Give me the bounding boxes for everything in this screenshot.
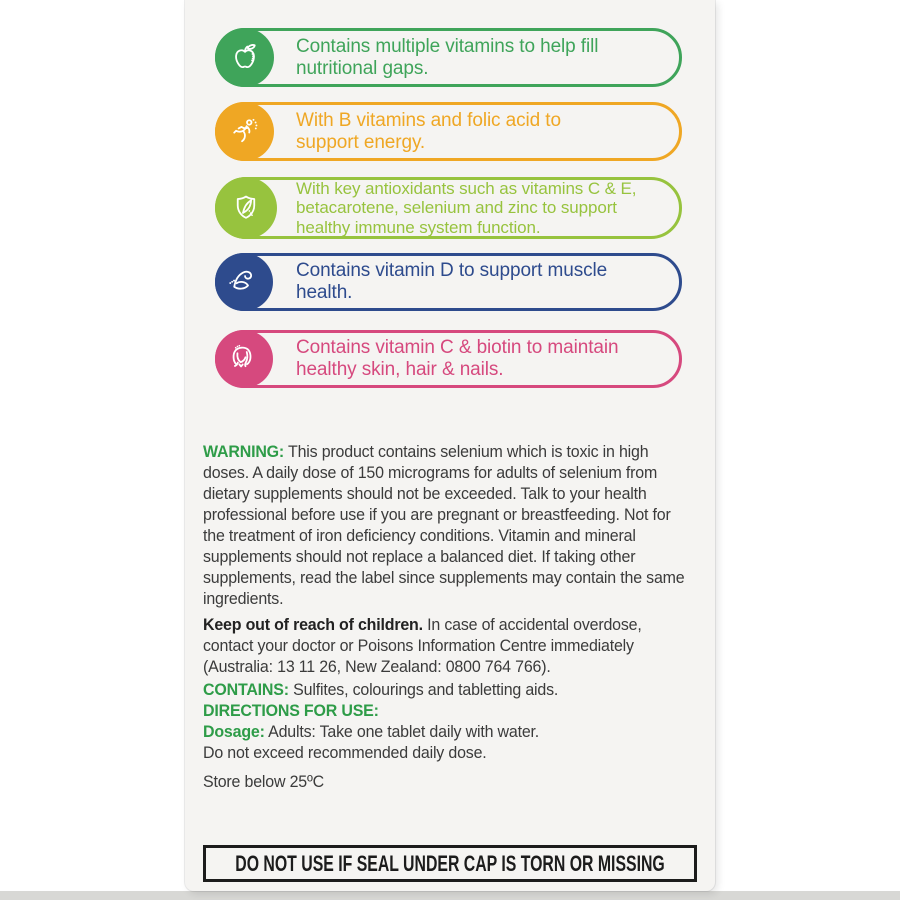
benefit-text-skin-hair-nails [296,337,679,381]
female-face-icon [215,330,273,388]
benefit-line: With B vitamins and folic acid to [296,109,561,131]
benefit-line: health. [296,282,353,303]
benefit-text-multivitamin [296,36,679,80]
seal-warning-box [203,845,697,882]
apple-icon [215,28,274,87]
product-label-panel [185,0,715,891]
warning-paragraph [203,441,701,609]
keep-out-line: contact your doctor or Poisons Information Centre immediately [203,636,634,655]
contains-line [203,679,701,700]
benefit-pill-energy [215,102,682,161]
benefit-text-immune [296,179,679,238]
warning-line: professional before use if you are pregnant or breastfeeding. Not for [203,505,671,524]
dose-note-line [203,742,701,763]
dose-note-text: Do not exceed recommended daily dose. [203,743,487,762]
dosage-line [203,721,701,742]
warning-line: ingredients. [203,589,284,608]
seal-warning-text: DO NOT USE IF SEAL UNDER CAP IS TORN OR MISSING [235,850,665,876]
benefit-text-energy [296,110,679,154]
keep-out-line: In case of accidental overdose, [427,615,642,634]
benefit-line: Contains vitamin C & biotin to maintain [296,337,619,358]
warning-line: the treatment of iron deficiency conditions. Vitamin and mineral [203,526,636,545]
warning-line: doses. A daily dose of 150 micrograms for adults of selenium from [203,463,658,482]
flexed-arm-icon [215,253,273,311]
surface-shadow-strip [0,891,900,900]
benefit-pill-muscle [215,253,682,311]
benefit-line: Contains multiple vitamins to help fill [296,35,599,57]
keep-out-label: Keep out of reach of children. [203,615,423,634]
shield-leaf-icon [215,177,277,239]
benefit-pill-skin-hair-nails [215,330,682,388]
storage-text: Store below 25ºC [203,772,324,791]
benefit-line: healthy immune system function. [296,217,541,237]
dosage-text: Adults: Take one tablet daily with water. [268,722,540,741]
benefit-line: healthy skin, hair & nails. [296,359,504,380]
directions-heading [203,700,701,721]
warning-line: supplements should not replace a balanced diet. If taking other [203,547,636,566]
directions-label: DIRECTIONS FOR USE: [203,701,379,720]
contains-text: Sulfites, colourings and tabletting aids. [293,680,559,699]
benefit-text-muscle [296,260,679,304]
benefit-pill-multivitamin [215,28,682,87]
storage-line [203,771,701,792]
benefit-line: With key antioxidants such as vitamins C & E, [296,178,637,198]
benefit-line: betacarotene, selenium and zinc to support [296,198,617,218]
warning-line: This product contains selenium which is toxic in high [288,442,649,461]
contains-label: CONTAINS: [203,680,289,699]
runner-icon [215,102,274,161]
warning-line: dietary supplements should not be exceeded. Talk to your health [203,484,647,503]
keep-out-of-reach-paragraph [203,614,701,677]
regulatory-text-block [203,441,701,792]
dosage-label: Dosage: [203,722,265,741]
warning-label: WARNING: [203,442,285,461]
warning-line: supplements, read the label since supplements may contain the same [203,568,685,587]
benefit-line: nutritional gaps. [296,57,429,79]
benefit-pill-immune [215,177,682,239]
benefit-line: Contains vitamin D to support muscle [296,260,608,281]
benefit-line: support energy. [296,131,426,153]
keep-out-line: (Australia: 13 11 26, New Zealand: 0800 764 766). [203,657,551,676]
